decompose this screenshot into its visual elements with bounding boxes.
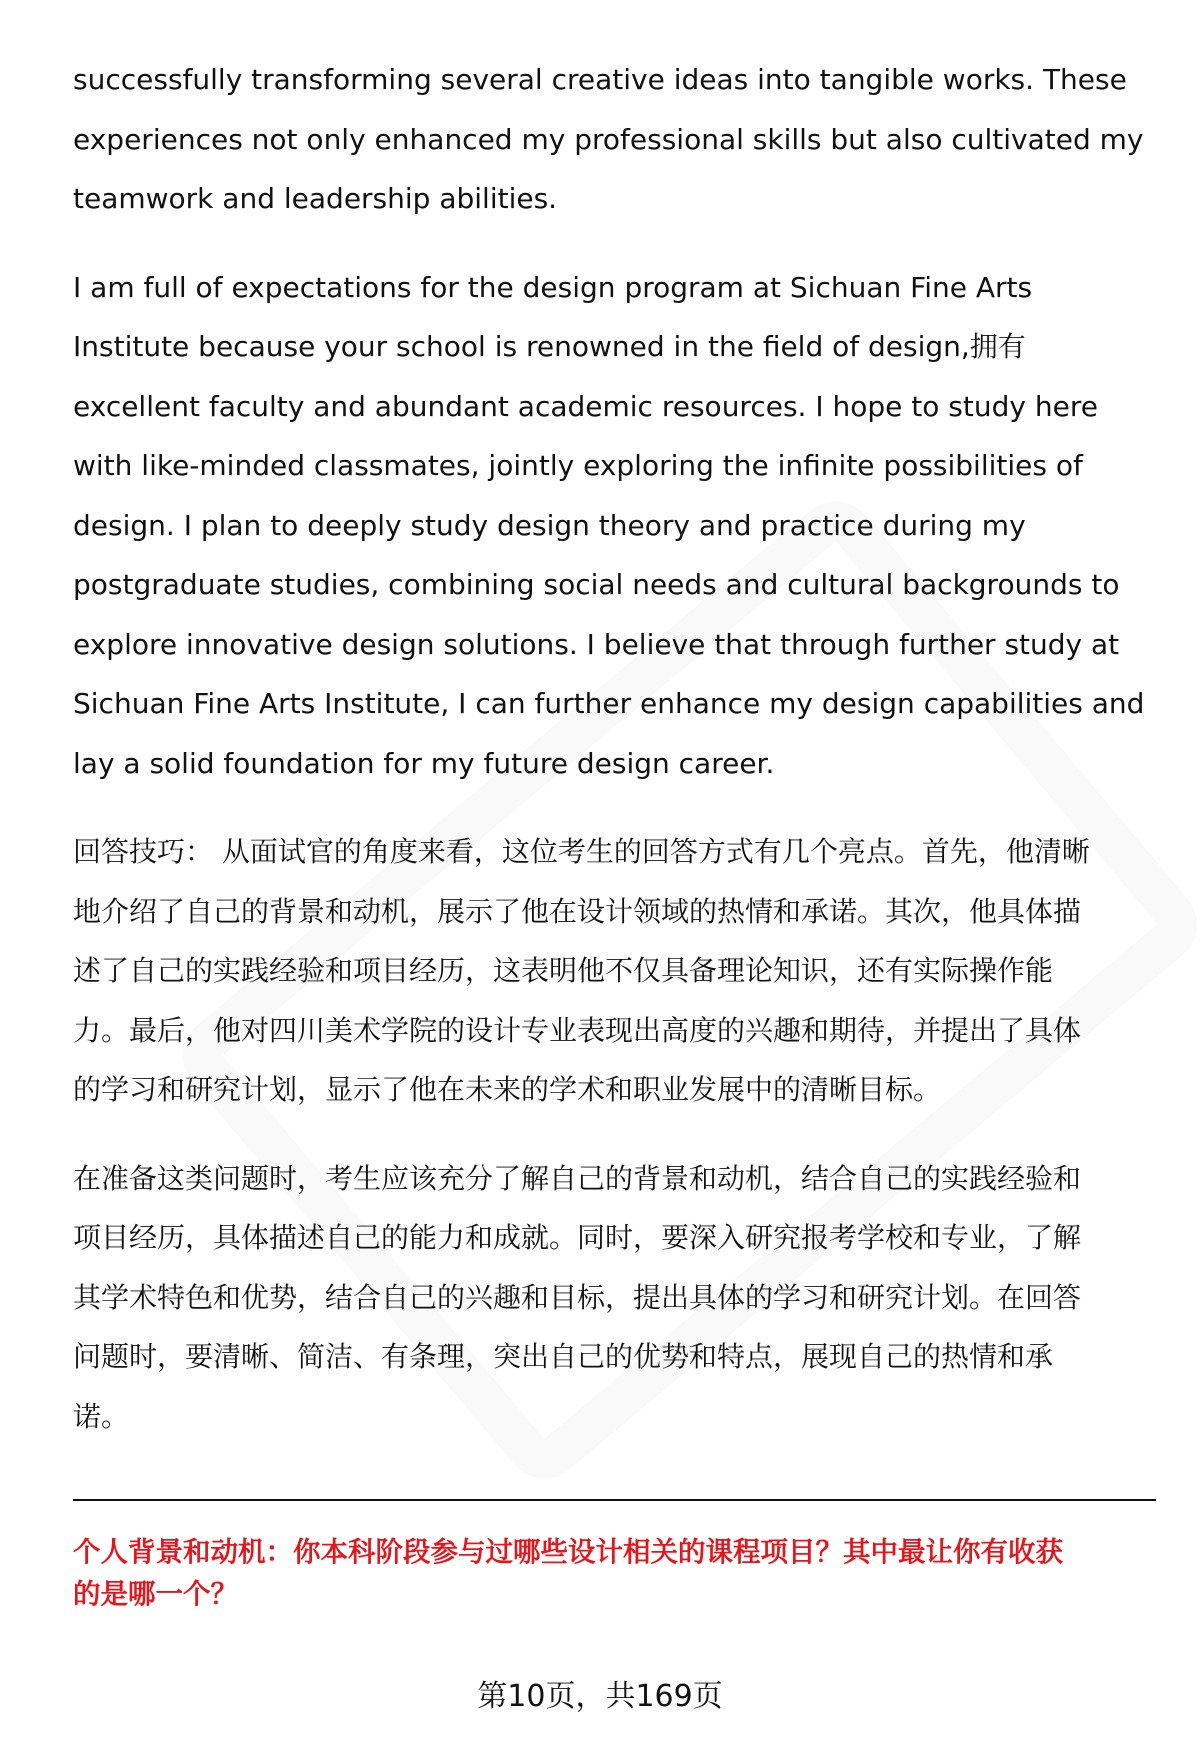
text-line: 地介绍了自己的背景和动机，展示了他在设计领域的热情和承诺。其次，他具体描 [73, 894, 1082, 928]
text-line: Institute because your school is renowned in the field of design,拥有 [73, 330, 1026, 363]
text-line: 的学习和研究计划，显示了他在未来的学术和职业发展中的清晰目标。 [73, 1073, 942, 1106]
heading-line: 的是哪一个？ [73, 1578, 238, 1610]
page-number: 第10页，共169页 [477, 1679, 723, 1714]
text-line: excellent faculty and abundant academic resources. I hope to study here [73, 389, 1098, 423]
text-line: I am full of expectations for the design program at Sichuan Fine Arts [73, 270, 1033, 304]
text-line: with like-minded classmates, jointly exploring the infinite possibilities of [73, 449, 1083, 482]
text-line: successfully transforming several creative ideas into tangible works. These [73, 63, 1127, 96]
section-divider [73, 1499, 1156, 1501]
text-line: 项目经历，具体描述自己的能力和成就。同时，要深入研究报考学校和专业，了解 [73, 1221, 1082, 1254]
text-line: 诺。 [73, 1399, 130, 1433]
answer-tips-paragraph [73, 822, 1158, 1120]
text-line: 在准备这类问题时，考生应该充分了解自己的背景和动机，结合自己的实践经验和 [73, 1161, 1082, 1195]
paragraph-1 [73, 50, 1158, 229]
text-line: 问题时，要清晰、简洁、有条理，突出自己的优势和特点，展现自己的热情和承 [73, 1340, 1054, 1373]
question-heading [73, 1531, 1163, 1615]
heading-line: 个人背景和动机：你本科阶段参与过哪些设计相关的课程项目？其中最让你有收获 [73, 1536, 1063, 1568]
paragraph-2 [73, 258, 1158, 794]
text-line: postgraduate studies, combining social needs and cultural backgrounds to [73, 568, 1120, 601]
text-line: explore innovative design solutions. I believe that through further study at [73, 627, 1120, 661]
text-line: 其学术特色和优势，结合自己的兴趣和目标，提出具体的学习和研究计划。在回答 [73, 1280, 1082, 1314]
document-body [73, 50, 1158, 1475]
text-line: teamwork and leadership abilities. [73, 182, 558, 215]
text-line: design. I plan to deeply study design theory and practice during my [73, 508, 1026, 542]
text-line: experiences not only enhanced my professional skills but also cultivated my [73, 122, 1144, 156]
text-line: 力。最后，他对四川美术学院的设计专业表现出高度的兴趣和期待，并提出了具体 [73, 1013, 1082, 1047]
text-line: Sichuan Fine Arts Institute, I can further enhance my design capabilities and [73, 687, 1145, 720]
text-line: 述了自己的实践经验和项目经历，这表明他不仅具备理论知识，还有实际操作能 [73, 954, 1054, 987]
preparation-advice-paragraph [73, 1149, 1158, 1447]
text-line: 回答技巧： 从面试官的角度来看，这位考生的回答方式有几个亮点。首先，他清晰 [73, 835, 1090, 868]
text-line: lay a solid foundation for my future design career. [73, 746, 775, 780]
